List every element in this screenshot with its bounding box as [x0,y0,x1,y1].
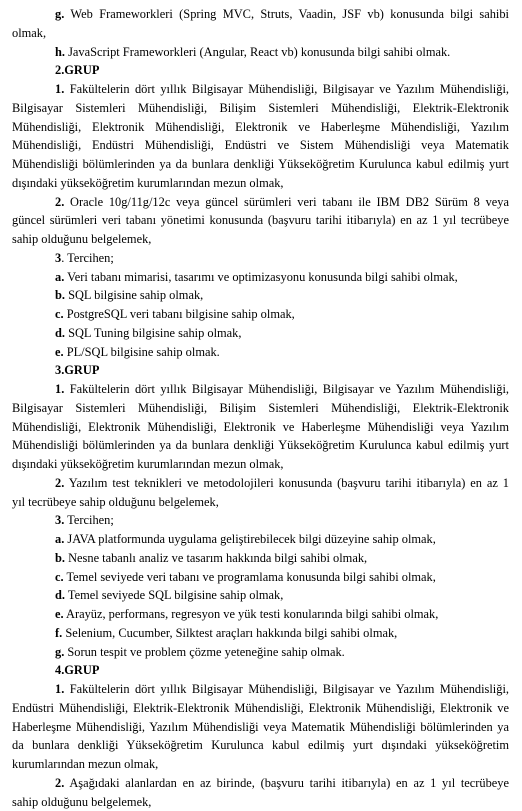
paragraph-line-g3-1-0 [55,380,509,398]
item-text: JAVA platformunda uygulama geliştirebilecek bilgi düzeyine sahip olmak, [64,532,436,546]
item-text: Fakültelerin dört yıllık Bilgisayar Mühendisliği, Bilgisayar ve Yazılım Mühendisliği, [64,82,509,96]
paragraph-line-g2-3-0 [55,249,509,267]
paragraph-line-g2-1-3: Mühendisliği, Endüstri Mühendisliği, Endüstri ve Sistem Mühendisliği veya Matematik [12,138,509,153]
item-label: g. [55,7,65,21]
paragraph-line-g3-a-0 [55,530,509,548]
item-text: Web Frameworkleri (Spring MVC, Struts, Vaadin, JSF vb) konusunda bilgi sahibi [64,7,509,21]
paragraph-line-g1-0 [55,5,509,23]
item-label: 2. [55,194,65,209]
item-text: PL/SQL bilgisine sahip olmak. [63,344,220,359]
paragraph-line-g2-a-0 [55,268,509,286]
paragraph-line-g3-1-1: Bilgisayar Sistemleri Mühendisliği, Bilişim Sistemleri Mühendisliği, Elektrik-Elektronik [12,400,509,415]
section-heading-grp3: 3.GRUP [55,363,100,378]
item-label: 1. [55,682,65,696]
paragraph-line-g4-1-0 [55,680,509,698]
paragraph-line-g3-2-0 [55,474,509,492]
paragraph-line-g3-f-0 [55,624,509,642]
item-label: e. [55,607,64,621]
paragraph-line-g3-c-0 [55,568,509,586]
paragraph-line-h1-0 [55,43,509,61]
paragraph-line-g2-d-0 [55,324,509,342]
section-heading-grp4: 4.GRUP [55,663,100,678]
paragraph-line-g2-1-5: dışındaki yükseköğretim kurumlarından mezun olmak, [12,175,284,190]
item-text: JavaScript Frameworkleri (Angular, React vb) konusunda bilgi sahibi olmak. [65,44,451,59]
paragraph-line-g2-1-1: Bilgisayar Sistemleri Mühendisliği, Bilişim Sistemleri Mühendisliği, Elektrik-Elektronik [12,100,509,115]
item-text: Temel seviyede veri tabanı ve programlama konusunda bilgi sahibi olmak, [63,569,436,584]
item-label: 2. [55,475,65,490]
item-text: Yazılım test teknikleri ve metodolojileri konusunda (başvuru tarihi itibarıyla) en az 1 [64,475,509,490]
item-label: g. [55,644,65,659]
paragraph-line-g1-1: olmak, [12,25,47,40]
item-text: Tercihen; [64,513,114,528]
paragraph-line-g3-3-0 [55,511,509,529]
item-label: h. [55,44,65,59]
item-text: Oracle 10g/11g/12c veya güncel sürümleri veri tabanı ile IBM DB2 Sürüm 8 veya [64,194,509,209]
item-text: Selenium, Cucumber, Silktest araçları hakkında bilgi sahibi olmak, [62,625,398,640]
paragraph-line-g4-1-2: Haberleşme Mühendisliği, Yazılım Mühendisliği veya Matematik Mühendisliği bölümlerinden ya [12,719,509,734]
item-text: Aşağıdaki alanlardan en az birinde, (başvuru tarihi itibarıyla) en az 1 yıl tecrübeye [64,775,509,790]
item-label: 1. [55,382,65,396]
item-label: a. [55,269,65,284]
paragraph-line-g3-1-2: Mühendisliği, Elektronik Mühendisliği, Elektronik ve Haberleşme Mühendisliği veya Yazılım [12,419,509,434]
item-text: Fakültelerin dört yıllık Bilgisayar Mühendisliği, Bilgisayar ve Yazılım Mühendisliği, [64,682,509,696]
item-text: Nesne tabanlı analiz ve tasarım hakkında bilgi sahibi olmak, [65,550,368,565]
paragraph-line-g3-g-0 [55,643,509,661]
item-label: d. [55,325,65,340]
item-label: 1. [55,82,65,96]
paragraph-line-g3-d-0 [55,586,509,604]
item-text: Arayüz, performans, regresyon ve yük testi konularında bilgi sahibi olmak, [63,607,439,621]
paragraph-line-g2-e-0 [55,343,509,361]
paragraph-line-g3-b-0 [55,549,509,567]
paragraph-line-g2-2-0 [55,193,509,211]
item-label: c. [55,307,64,321]
paragraph-line-g2-2-2: sahip olduğunu belgelemek, [12,232,152,246]
paragraph-line-g4-2-0 [55,774,509,792]
item-text: Veri tabanı mimarisi, tasarımı ve optimizasyonu konusunda bilgi sahibi olmak, [64,269,458,284]
paragraph-line-g2-2-1: güncel sürümleri veri tabanı yönetimi konusunda (başvuru tarihi itibarıyla) en az 1 yıl tecrübeye [12,213,509,228]
section-heading-grp2: 2.GRUP [55,63,100,78]
item-text: Fakültelerin dört yıllık Bilgisayar Mühendisliği, Bilgisayar ve Yazılım Mühendisliği, [64,382,509,396]
item-text: Sorun tespit ve problem çözme yeteneğine sahip olmak. [64,644,345,659]
item-text: SQL Tuning bilgisine sahip olmak, [65,325,242,340]
paragraph-line-g3-e-0 [55,605,509,623]
paragraph-line-g3-1-4: dışındaki yükseköğretim kurumlarından mezun olmak, [12,457,284,471]
item-text: SQL bilgisine sahip olmak, [65,288,204,303]
paragraph-line-g2-1-4: Mühendisliği bölümlerinden ya da bunlara denkliği Yükseköğretim Kurulunca kabul edilmiş yurt [12,157,509,171]
item-label: b. [55,288,65,303]
paragraph-line-g2-c-0 [55,305,509,323]
paragraph-line-g4-1-4: kurumlarından mezun olmak, [12,757,159,771]
paragraph-line-g3-2-1: yıl tecrübeye sahip olduğunu belgelemek, [12,494,219,509]
item-label: 3. [55,513,65,528]
item-label: a. [55,532,65,546]
item-label: 2. [55,775,65,790]
paragraph-line-g4-2-1: sahip olduğunu belgelemek, [12,794,152,809]
paragraph-line-g2-1-0 [55,80,509,98]
paragraph-line-g2-1-2: Mühendisliği, Elektronik Mühendisliği, Elektronik ve Haberleşme Mühendisliği, Yazılım [12,119,509,134]
paragraph-line-g4-1-1: Endüstri Mühendisliği, Elektrik-Elektronik Mühendisliği, Elektronik Mühendisliği, Elektronik ve [12,700,509,715]
item-text: . Tercihen; [61,250,114,265]
item-label: f. [55,625,63,640]
paragraph-line-g3-1-3: Mühendisliği bölümlerinden ya da bunlara denkliği Yükseköğretim Kurulunca kabul edilmiş yurt [12,438,509,453]
item-label: e. [55,344,64,359]
item-label: 3 [55,250,62,265]
item-text: PostgreSQL veri tabanı bilgisine sahip olmak, [63,307,295,321]
item-label: b. [55,550,65,565]
item-label: d. [55,588,65,603]
paragraph-line-g2-b-0 [55,286,509,304]
paragraph-line-g4-1-3: da bunlara denkliği Yükseköğretim Kurulunca kabul edilmiş yurt dışındaki yükseköğretim [12,738,509,753]
item-text: Temel seviyede SQL bilgisine sahip olmak, [65,588,284,603]
item-label: c. [55,569,64,584]
